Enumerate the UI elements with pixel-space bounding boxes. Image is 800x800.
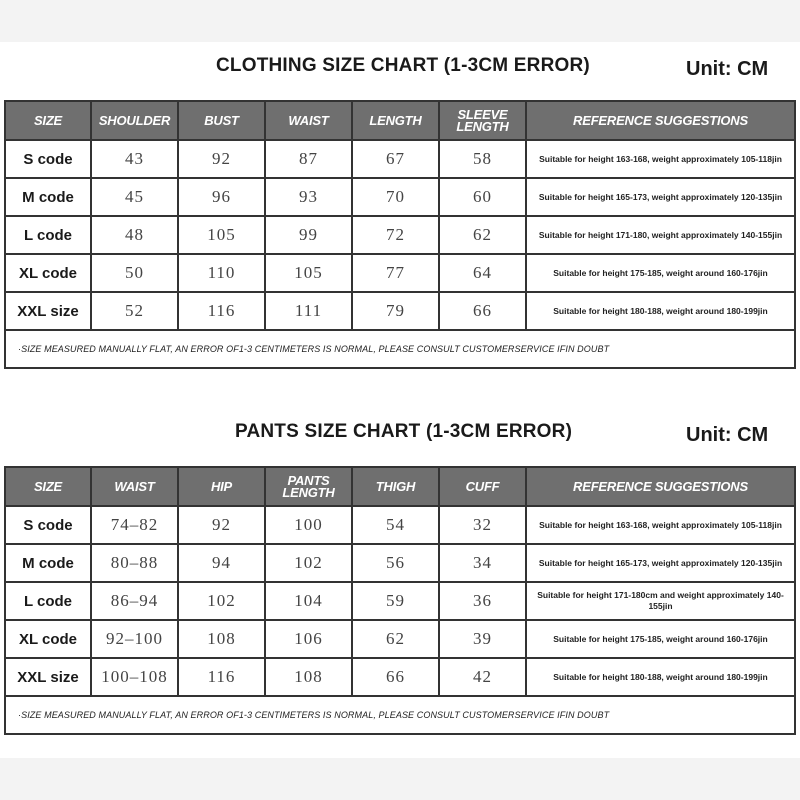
size-cell: M code <box>5 178 91 216</box>
cuff-cell: 32 <box>439 506 526 544</box>
thigh-cell: 56 <box>352 544 439 582</box>
pants-length-cell: 104 <box>265 582 352 620</box>
hip-cell: 94 <box>178 544 265 582</box>
cuff-cell: 42 <box>439 658 526 696</box>
waist-cell: 87 <box>265 140 352 178</box>
hip-cell: 102 <box>178 582 265 620</box>
sleeve-cell: 58 <box>439 140 526 178</box>
reference-cell: Suitable for height 180-188, weight around 180-199jin <box>526 292 795 330</box>
clothing-unit-label: Unit: CM <box>686 58 769 80</box>
sleeve-cell: 60 <box>439 178 526 216</box>
thigh-cell: 62 <box>352 620 439 658</box>
waist-cell: 93 <box>265 178 352 216</box>
table-row <box>5 506 795 544</box>
table-row <box>5 620 795 658</box>
waist-cell: 100–108 <box>91 658 178 696</box>
length-cell: 79 <box>352 292 439 330</box>
bust-cell: 96 <box>178 178 265 216</box>
thigh-cell: 66 <box>352 658 439 696</box>
pants-size-table <box>4 466 796 735</box>
cuff-cell: 36 <box>439 582 526 620</box>
waist-cell: 111 <box>265 292 352 330</box>
thigh-cell: 54 <box>352 506 439 544</box>
waist-cell: 92–100 <box>91 620 178 658</box>
size-cell: L code <box>5 216 91 254</box>
header-length: LENGTH <box>352 101 439 140</box>
reference-cell: Suitable for height 175-185, weight around 160-176jin <box>526 620 795 658</box>
pants-unit-label: Unit: CM <box>686 424 769 446</box>
waist-cell: 105 <box>265 254 352 292</box>
waist-cell: 99 <box>265 216 352 254</box>
note-row <box>5 696 795 734</box>
size-cell: S code <box>5 140 91 178</box>
header-bust: BUST <box>178 101 265 140</box>
table-header-row <box>5 467 795 506</box>
hip-cell: 116 <box>178 658 265 696</box>
table-row <box>5 292 795 330</box>
bust-cell: 92 <box>178 140 265 178</box>
size-cell: L code <box>5 582 91 620</box>
bottom-background-band <box>0 758 800 800</box>
size-cell: S code <box>5 506 91 544</box>
hip-cell: 108 <box>178 620 265 658</box>
sleeve-cell: 64 <box>439 254 526 292</box>
pants-length-cell: 108 <box>265 658 352 696</box>
size-cell: XXL size <box>5 292 91 330</box>
header-cuff: CUFF <box>439 467 526 506</box>
table-row <box>5 178 795 216</box>
table-row <box>5 658 795 696</box>
pants-length-cell: 102 <box>265 544 352 582</box>
header-size: SIZE <box>5 101 91 140</box>
table-row <box>5 582 795 620</box>
table-row <box>5 140 795 178</box>
pants-chart-title: PANTS SIZE CHART (1-3CM ERROR) <box>235 421 573 442</box>
header-hip: HIP <box>178 467 265 506</box>
header-pants-length: PANTS LENGTH <box>265 467 352 506</box>
measurement-note: ·SIZE MEASURED MANUALLY FLAT, AN ERROR OF1-3 CENTIMETERS IS NORMAL, PLEASE CONSULT CUSTOMERSERVICE IFIN DOUBT <box>5 330 795 368</box>
shoulder-cell: 48 <box>91 216 178 254</box>
header-waist: WAIST <box>91 467 178 506</box>
shoulder-cell: 50 <box>91 254 178 292</box>
pants-length-cell: 106 <box>265 620 352 658</box>
bust-cell: 116 <box>178 292 265 330</box>
length-cell: 70 <box>352 178 439 216</box>
waist-cell: 74–82 <box>91 506 178 544</box>
length-cell: 67 <box>352 140 439 178</box>
table-header-row <box>5 101 795 140</box>
hip-cell: 92 <box>178 506 265 544</box>
header-waist: WAIST <box>265 101 352 140</box>
reference-cell: Suitable for height 163-168, weight approximately 105-118jin <box>526 140 795 178</box>
size-cell: XXL size <box>5 658 91 696</box>
shoulder-cell: 43 <box>91 140 178 178</box>
reference-cell: Suitable for height 175-185, weight around 160-176jin <box>526 254 795 292</box>
reference-cell: Suitable for height 180-188, weight around 180-199jin <box>526 658 795 696</box>
reference-cell: Suitable for height 171-180, weight approximately 140-155jin <box>526 216 795 254</box>
waist-cell: 86–94 <box>91 582 178 620</box>
header-reference: REFERENCE SUGGESTIONS <box>526 101 795 140</box>
top-background-band <box>0 0 800 42</box>
shoulder-cell: 52 <box>91 292 178 330</box>
clothing-chart-title: CLOTHING SIZE CHART (1-3CM ERROR) <box>216 55 590 76</box>
thigh-cell: 59 <box>352 582 439 620</box>
bust-cell: 105 <box>178 216 265 254</box>
size-cell: XL code <box>5 254 91 292</box>
clothing-size-table <box>4 100 796 369</box>
measurement-note: ·SIZE MEASURED MANUALLY FLAT, AN ERROR OF1-3 CENTIMETERS IS NORMAL, PLEASE CONSULT CUSTOMERSERVICE IFIN DOUBT <box>5 696 795 734</box>
cuff-cell: 39 <box>439 620 526 658</box>
table-row <box>5 544 795 582</box>
reference-cell: Suitable for height 171-180cm and weight approximately 140-155jin <box>526 582 795 620</box>
header-reference: REFERENCE SUGGESTIONS <box>526 467 795 506</box>
table-row <box>5 254 795 292</box>
length-cell: 77 <box>352 254 439 292</box>
header-shoulder: SHOULDER <box>91 101 178 140</box>
pants-length-cell: 100 <box>265 506 352 544</box>
length-cell: 72 <box>352 216 439 254</box>
size-cell: XL code <box>5 620 91 658</box>
shoulder-cell: 45 <box>91 178 178 216</box>
bust-cell: 110 <box>178 254 265 292</box>
sleeve-cell: 66 <box>439 292 526 330</box>
cuff-cell: 34 <box>439 544 526 582</box>
note-row <box>5 330 795 368</box>
reference-cell: Suitable for height 165-173, weight approximately 120-135jin <box>526 178 795 216</box>
reference-cell: Suitable for height 165-173, weight approximately 120-135jin <box>526 544 795 582</box>
waist-cell: 80–88 <box>91 544 178 582</box>
table-row <box>5 216 795 254</box>
reference-cell: Suitable for height 163-168, weight approximately 105-118jin <box>526 506 795 544</box>
header-thigh: THIGH <box>352 467 439 506</box>
header-size: SIZE <box>5 467 91 506</box>
size-cell: M code <box>5 544 91 582</box>
header-sleeve-length: SLEEVE LENGTH <box>439 101 526 140</box>
sleeve-cell: 62 <box>439 216 526 254</box>
